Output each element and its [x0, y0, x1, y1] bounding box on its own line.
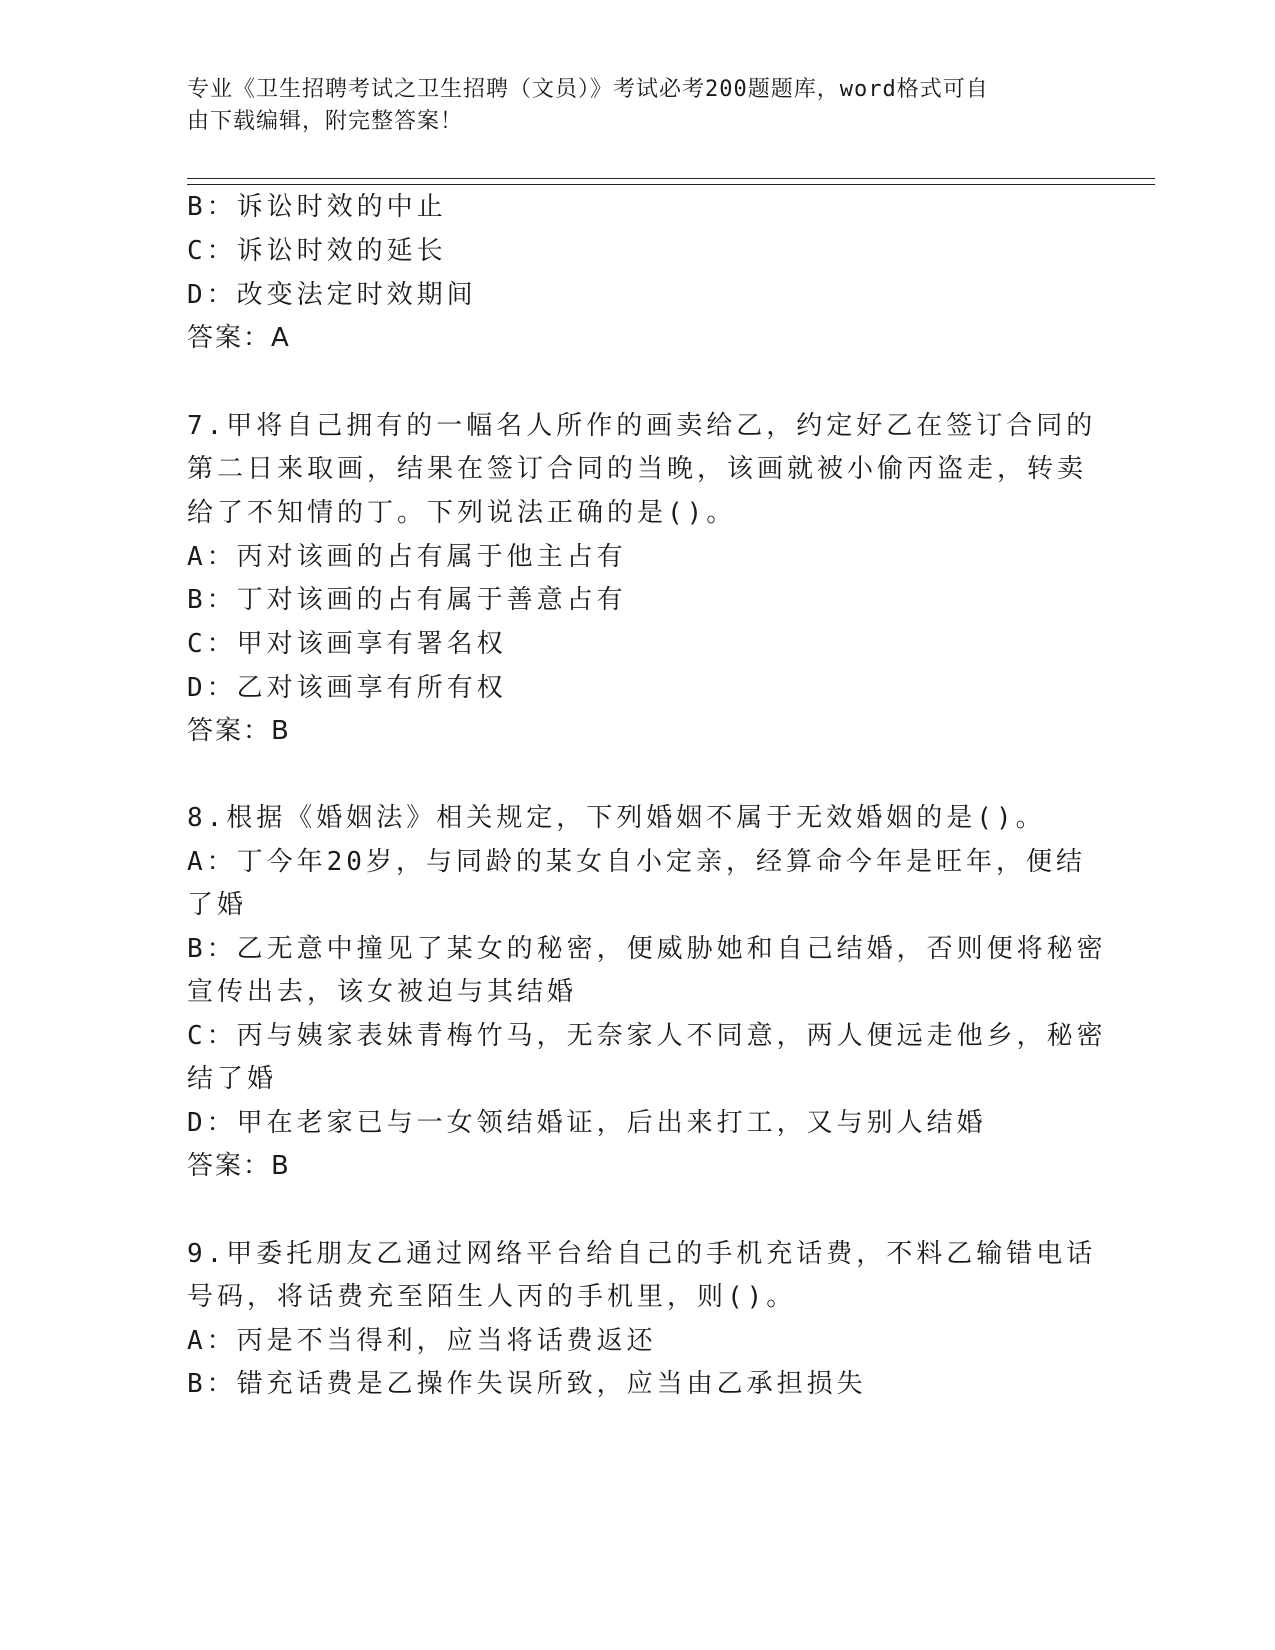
q7-option-a: A：丙对该画的占有属于他主占有	[187, 542, 627, 572]
q8-answer: 答案：B	[187, 1151, 291, 1181]
q7-stem-line-3: 给了不知情的丁。下列说法正确的是()。	[187, 498, 737, 528]
q8-option-c-line-2: 结了婚	[187, 1064, 278, 1094]
q9-stem-line-1: 9.甲委托朋友乙通过网络平台给自己的手机充话费，不料乙输错电话	[187, 1239, 1097, 1269]
q6-option-b: B：诉讼时效的中止	[187, 192, 447, 222]
q7-answer: 答案：B	[187, 716, 291, 746]
q8-option-b-line-1: B：乙无意中撞见了某女的秘密，便威胁她和自己结婚，否则便将秘密	[187, 934, 1107, 964]
q8-option-a-line-1: A：丁今年20岁，与同龄的某女自小定亲，经算命今年是旺年，便结	[187, 847, 1086, 877]
document-header	[187, 74, 1067, 138]
q6-answer: 答案：A	[187, 323, 291, 353]
q7-stem-line-2: 第二日来取画，结果在签订合同的当晚，该画就被小偷丙盗走，转卖	[187, 454, 1088, 484]
q7-option-d: D：乙对该画享有所有权	[187, 673, 507, 703]
q7-option-c: C：甲对该画享有署名权	[187, 629, 507, 659]
q7-option-b: B：丁对该画的占有属于善意占有	[187, 585, 627, 615]
header-line-2: 由下载编辑，附完整答案！	[187, 109, 464, 134]
q7-stem-line-1: 7.甲将自己拥有的一幅名人所作的画卖给乙，约定好乙在签订合同的	[187, 411, 1097, 441]
q8-option-b-line-2: 宣传出去，该女被迫与其结婚	[187, 977, 578, 1007]
q8-option-c-line-1: C：丙与姨家表妹青梅竹马，无奈家人不同意，两人便远走他乡，秘密	[187, 1021, 1107, 1051]
q9-option-a: A：丙是不当得利，应当将话费返还	[187, 1326, 657, 1356]
q9-option-b: B：错充话费是乙操作失误所致，应当由乙承担损失	[187, 1369, 867, 1399]
header-line-1: 专业《卫生招聘考试之卫生招聘（文员）》考试必考200题题库，word格式可自	[187, 77, 989, 102]
q8-stem: 8.根据《婚姻法》相关规定，下列婚姻不属于无效婚姻的是()。	[187, 803, 1046, 833]
q6-option-c: C：诉讼时效的延长	[187, 236, 447, 266]
q9-stem-line-2: 号码，将话费充至陌生人丙的手机里，则()。	[187, 1282, 797, 1312]
header-divider-bottom	[187, 184, 1155, 185]
q8-option-d: D：甲在老家已与一女领结婚证，后出来打工，又与别人结婚	[187, 1108, 987, 1138]
q6-option-d: D：改变法定时效期间	[187, 280, 477, 310]
header-divider-top	[187, 178, 1155, 179]
q8-option-a-line-2: 了婚	[187, 890, 248, 920]
